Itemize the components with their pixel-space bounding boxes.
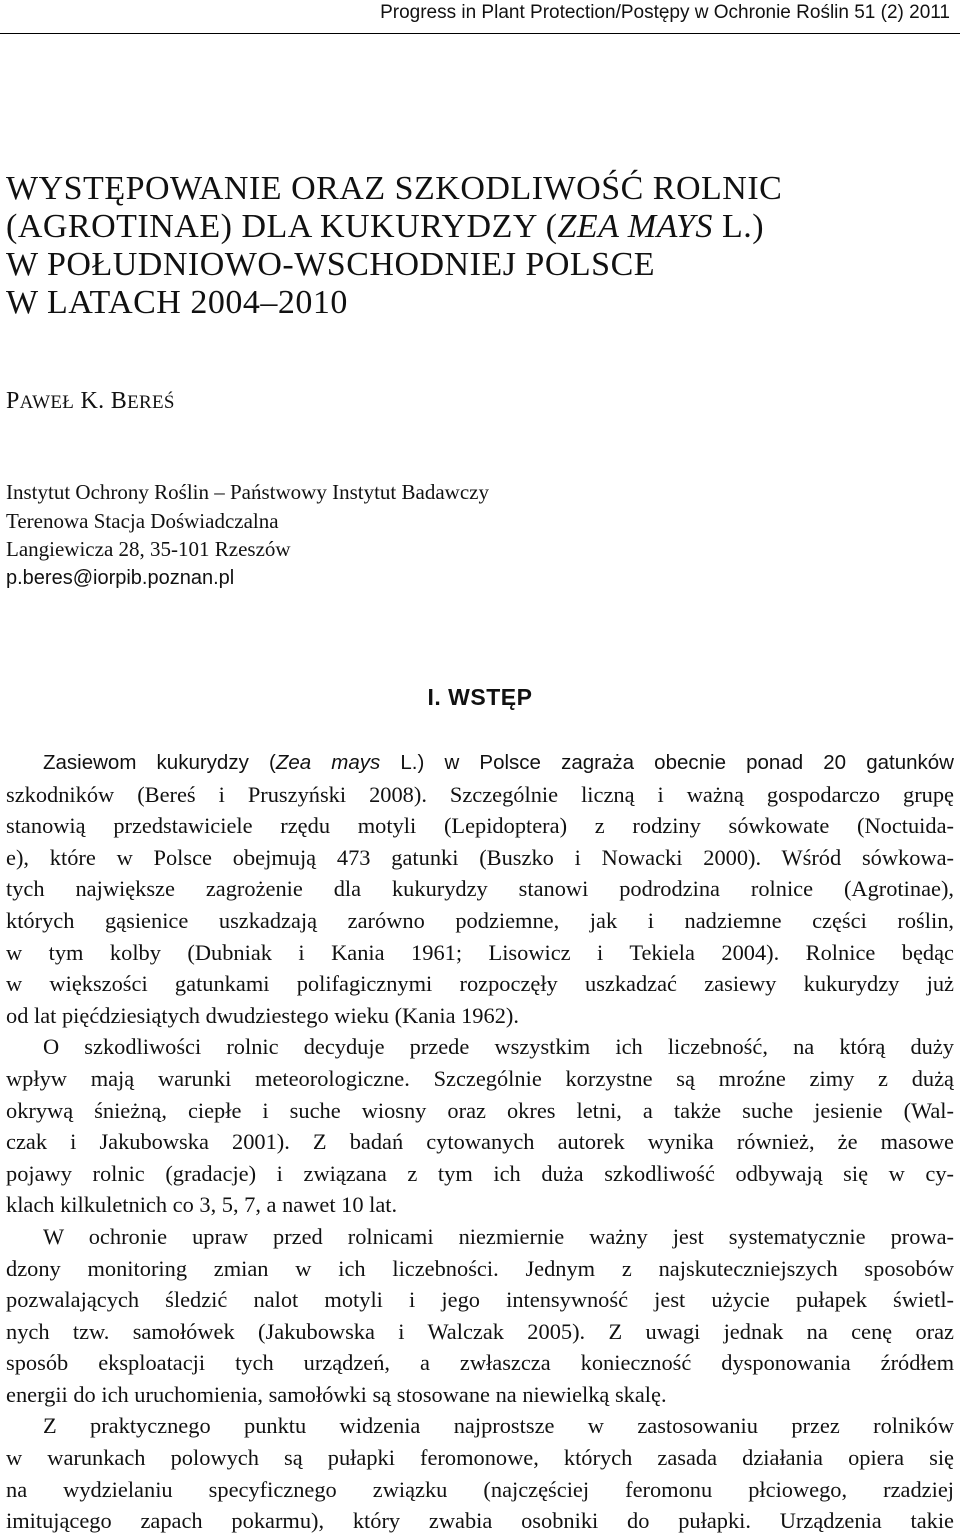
title-line: WYSTĘPOWANIE ORAZ SZKODLIWOŚĆ ROLNIC xyxy=(6,170,783,207)
title-line: W POŁUDNIOWO-WSCHODNIEJ POLSCE xyxy=(6,246,656,283)
affiliation-line: Langiewicza 28, 35-101 Rzeszów xyxy=(6,537,291,561)
body-line: pojawy rolnic (gradacje) i związana z tym ich duża szkodliwość odbywają się w cy- xyxy=(6,1160,954,1186)
body-line: pozwalających śledzić nalot motyli i jego intensywność jest użycie pułapek świetl- xyxy=(6,1287,954,1313)
affiliation-line: Instytut Ochrony Roślin – Państwowy Instytut Badawczy xyxy=(6,480,489,504)
author-name xyxy=(6,388,175,415)
author-first-rest: AWEŁ xyxy=(19,392,75,413)
running-head: Progress in Plant Protection/Postępy w Ochronie Roślin 51 (2) 2011 xyxy=(380,2,950,23)
title-line: W LATACH 2004–2010 xyxy=(6,284,348,321)
author-middle: K. xyxy=(80,388,105,414)
body-text xyxy=(6,747,954,1537)
body-line: nych tzw. samołówek (Jakubowska i Walczak 2005). Z uwagi jednak na cenę oraz xyxy=(6,1318,954,1344)
article-title xyxy=(6,170,806,322)
latin-name: ZEA MAYS xyxy=(557,208,713,245)
body-line: stanowią przedstawiciele rzędu motyli (Lepidoptera) z rodziny sówkowate (Noctuida- xyxy=(6,813,954,839)
body-line: których gąsienice uszkadzają zarówno podziemne, jak i nadziemne części roślin, xyxy=(6,907,954,933)
body-line: tych największe zagrożenie dla kukurydzy stanowi podrodzina rolnice (Agrotinae), xyxy=(6,876,954,902)
body-line: w tym kolby (Dubniak i Kania 1961; Lisowicz i Tekiela 2004). Rolnice będąc xyxy=(6,939,954,965)
body-line: sposób eksploatacji tych urządzeń, a zwłaszcza konieczność dysponowania źródłem xyxy=(6,1350,954,1376)
body-line: imitującego zapach pokarmu), który zwabia osobniki do pułapki. Urządzenia takie xyxy=(6,1508,954,1534)
body-line: O szkodliwości rolnic decyduje przede wszystkim ich liczebność, na którą duży xyxy=(43,1034,954,1060)
body-line: W ochronie upraw przed rolnicami niezmiernie ważny jest systematycznie prowa- xyxy=(43,1223,954,1249)
author-email: p.beres@iorpib.poznan.pl xyxy=(6,566,235,589)
body-line: Zasiewom kukurydzy (Zea mays L.) w Polsce zagraża obecnie ponad 20 gatunków xyxy=(43,751,954,774)
body-line: klach kilkuletnich co 3, 5, 7, a nawet 10 lat. xyxy=(6,1192,398,1218)
latin-name: Zea mays xyxy=(275,751,381,774)
body-line: szkodników (Bereś i Pruszyński 2008). Szczególnie liczną i ważną gospodarczo grupę xyxy=(6,781,954,807)
body-line: od lat pięćdziesiątych dwudziestego wieku (Kania 1962). xyxy=(6,1002,519,1028)
header-rule xyxy=(0,33,960,34)
title-line: (AGROTINAE) DLA KUKURYDZY (ZEA MAYS L.) xyxy=(6,208,765,245)
body-line: dzony monitoring zmian w ich liczebności. Jednym z najskuteczniejszych sposobów xyxy=(6,1255,954,1281)
author-last-rest: EREŚ xyxy=(127,392,175,413)
body-line: e), które w Polsce obejmują 473 gatunki (Buszko i Nowacki 2000). Wśród sówkowa- xyxy=(6,844,954,870)
author-first-initial: P xyxy=(6,388,20,414)
section-heading: I. WSTĘP xyxy=(427,684,533,710)
affiliation-line: Terenowa Stacja Doświadczalna xyxy=(6,508,279,533)
body-line: czak i Jakubowska 2001). Z badań cytowanych autorek wynika również, że masowe xyxy=(6,1129,954,1155)
body-line: w warunkach polowych są pułapki feromonowe, których zasada działania opiera się xyxy=(6,1445,954,1471)
affiliation xyxy=(6,478,706,592)
body-line: Z praktycznego punktu widzenia najprostsze w zastosowaniu przez rolników xyxy=(43,1413,954,1439)
body-line: na wydzielaniu specyficznego związku (najczęściej feromonu płciowego, rzadziej xyxy=(6,1476,954,1502)
body-line: okrywą śnieżną, ciepłe i suche wiosny oraz okres letni, a także suche jesienie (Wal- xyxy=(6,1097,954,1123)
body-line: wpływ mają warunki meteorologiczne. Szczególnie korzystne są mroźne zimy z dużą xyxy=(6,1065,954,1091)
body-line: w większości gatunkami polifagicznymi rozpoczęły uszkadzać zasiewy kukurydzy już xyxy=(6,971,954,997)
body-line: energii do ich uruchomienia, samołówki są stosowane na niewielką skalę. xyxy=(6,1381,667,1407)
author-last-initial: B xyxy=(110,388,128,414)
